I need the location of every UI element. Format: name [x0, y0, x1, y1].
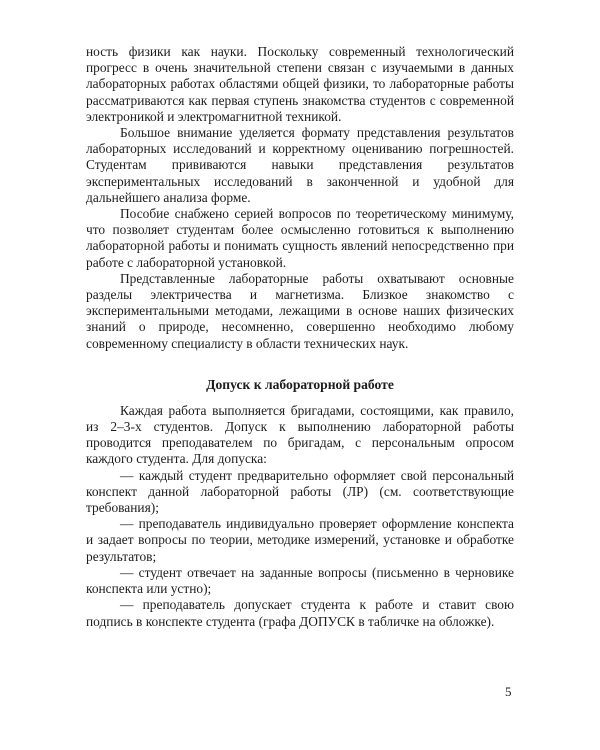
paragraph-format: Большое внимание уделяется формату представления результатов лабораторных исследований и корректному оцениванию погрешностей. Студентам прививаются навыки представления результатов экспериментальных исследований в законченной и удобной для дальнейшего анализа форме. [86, 125, 514, 205]
document-page [86, 44, 514, 630]
paragraph-scope: Представленные лабораторные работы охватывают основные разделы электричества и магнетизма. Близкое знакомство с экспериментальными методами, лежащими в основе наших физических знаний о природе, несомненно, совершенно необходимо любому современному специалисту в области технических наук. [86, 270, 514, 351]
list-item: — преподаватель индивидуально проверяет оформление конспекта и задает вопросы по теории, методике измерений, установке и обработке результатов; [86, 516, 514, 564]
paragraph-continuation: ность физики как науки. Поскольку современный технологический прогресс в очень значительной степени связан с изучаемыми в данных лабораторных работах областями общей физики, то лабораторные работы рассматриваются как первая ступень знакомства студентов с современной электроникой и электромагнитной техникой. [86, 44, 514, 124]
section-heading: Допуск к лабораторной работе [206, 376, 394, 392]
list-item: — преподаватель допускает студента к работе и ставит свою подпись в конспекте студента (графа ДОПУСК в табличке на обложке). [86, 597, 514, 629]
paragraph-admission-intro: Каждая работа выполняется бригадами, состоящими, как правило, из 2–3-х студентов. Допуск к выполнению лабораторной работы проводится преподавателем по бригадам, с персональным опросом каждого студента. Для допуска: [86, 402, 514, 467]
list-item: — каждый студент предварительно оформляет свой персональный конспект данной лабораторной работы (ЛР) (см. соответствующие требования); [86, 467, 514, 516]
paragraph-questions: Пособие снабжено серией вопросов по теоретическому минимуму, что позволяет студентам более осмысленно готовиться к выполнению лабораторной работы и понимать сущность явлений непосредственно при работе с лабораторной установкой. [86, 206, 514, 270]
list-item: — студент отвечает на заданные вопросы (письменно в черновике конспекта или устно); [86, 564, 514, 597]
page-number: 5 [505, 684, 512, 699]
